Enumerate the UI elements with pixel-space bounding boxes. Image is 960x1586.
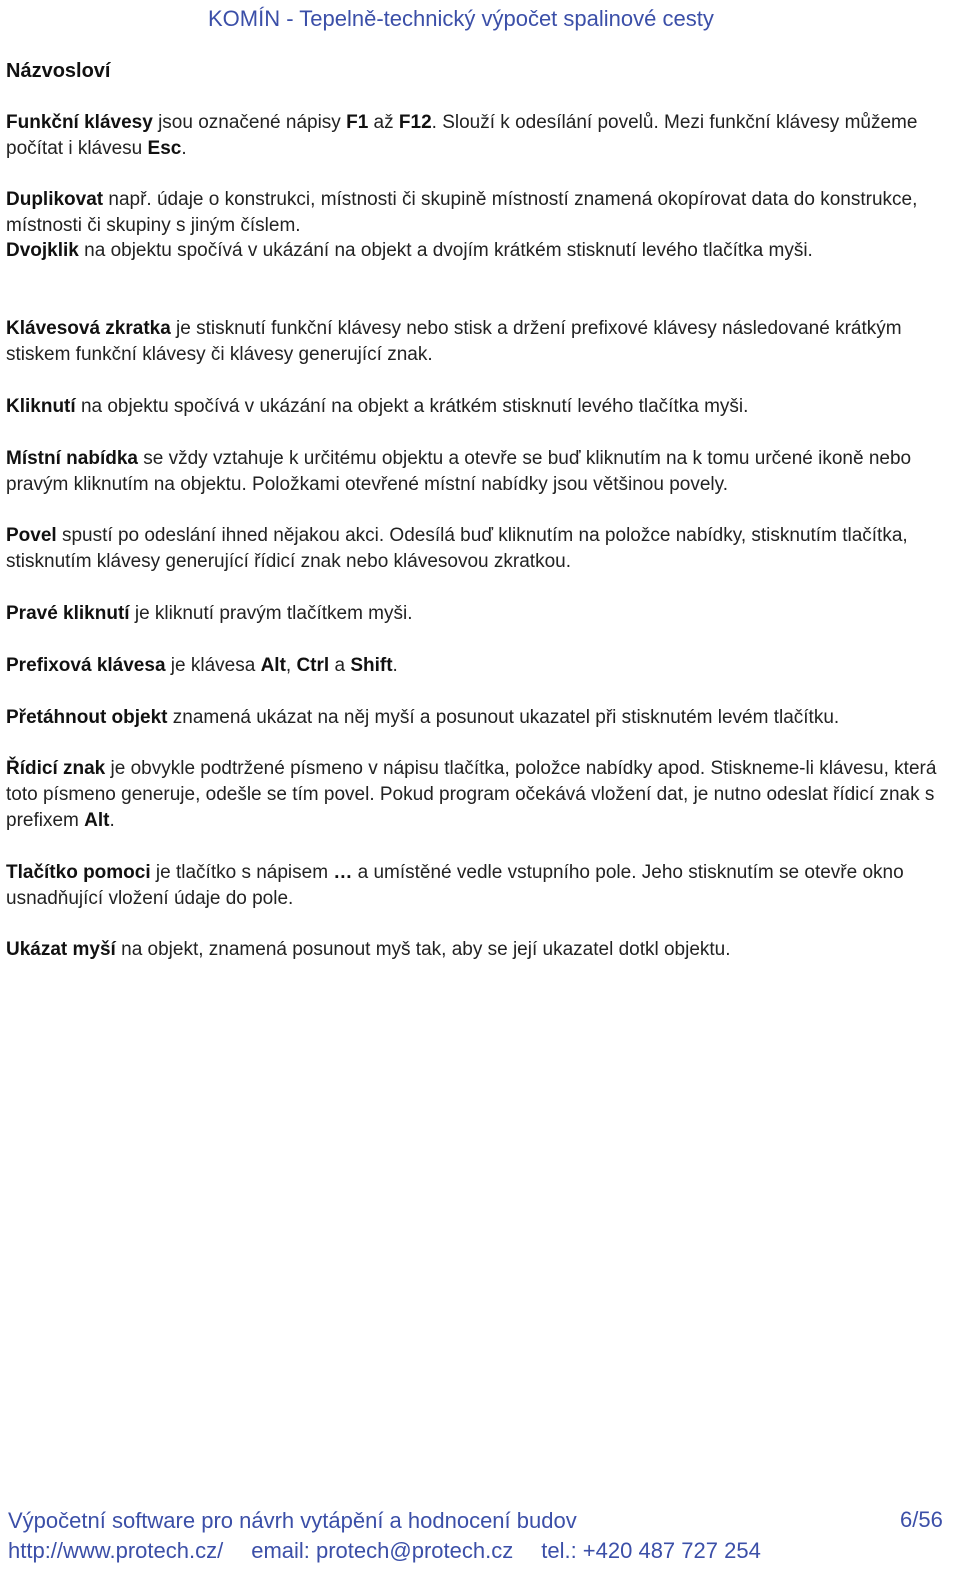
definition-term: Místní nabídka — [6, 448, 138, 469]
definition-pretahnout-objekt: Přetáhnout objekt znamená ukázat na něj myší a posunout ukazatel při stisknutém levém tlačítku. — [6, 707, 840, 728]
definition-mistni-nabidka: Místní nabídka se vždy vztahuje k určitému objektu a otevře se buď kliknutím na k tomu určené ikoně nebo pravým kliknutím na objektu. Položkami otevřené místní nabídky jsou většinou povely. — [6, 448, 912, 495]
definition-tlacitko-pomoci: Tlačítko pomoci je tlačítko s nápisem … a umístěné vedle vstupního pole. Jeho stisknutím se otevře okno usnadňující vložení údaje do pole. — [6, 862, 904, 909]
definition-term: Pravé kliknutí — [6, 603, 130, 624]
definition-term: Funkční klávesy — [6, 112, 153, 133]
definition-povel: Povel spustí po odeslání ihned nějakou akci. Odesílá buď kliknutím na položce nabídky, stisknutím tlačítka, stisknutím klávesy generující řídicí znak nebo klávesovou zkratkou. — [6, 525, 908, 572]
definition-term: Povel — [6, 525, 57, 546]
definition-term: Řídicí znak — [6, 758, 106, 779]
section-title: Názvosloví — [6, 60, 111, 82]
definition-term: Přetáhnout objekt — [6, 707, 168, 728]
definition-duplikovat: Duplikovat např. údaje o konstrukci, místnosti či skupině místností znamená okopírovat data do konstrukce, místnosti či skupiny s jiným číslem. — [6, 189, 918, 236]
definition-prefixova-klavesa: Prefixová klávesa je klávesa Alt, Ctrl a Shift. — [6, 655, 398, 676]
definition-ridici-znak: Řídicí znak je obvykle podtržené písmeno v nápisu tlačítka, položce nabídky apod. Stiskneme-li klávesu, která toto písmeno generuje, odešle se tím povel. Pokud program očekává vložení dat, je nutno odeslat řídicí znak s prefixem Alt. — [6, 758, 937, 831]
definition-klavesova-zkratka: Klávesová zkratka je stisknutí funkční klávesy nebo stisk a držení prefixové klávesy následované krátkým stiskem funkční klávesy či klávesy generující znak. — [6, 318, 902, 365]
definition-term: Kliknutí — [6, 396, 76, 417]
definition-kliknuti: Kliknutí na objektu spočívá v ukázání na objekt a krátkém stisknutí levého tlačítka myši. — [6, 396, 749, 417]
definition-term: Tlačítko pomoci — [6, 862, 151, 883]
definition-term: Duplikovat — [6, 189, 104, 210]
definition-ukazat-mysi: Ukázat myší na objekt, znamená posunout myš tak, aby se její ukazatel dotkl objektu. — [6, 939, 731, 960]
document-header-title: KOMÍN - Tepelně-technický výpočet spalinové cesty — [208, 6, 714, 31]
definition-term: Dvojklik — [6, 240, 79, 261]
footer-url-link[interactable]: http://www.protech.cz/ — [8, 1538, 224, 1563]
definition-funkcni-klavesy: Funkční klávesy jsou označené nápisy F1 až F12. Slouží k odesílání povelů. Mezi funkční klávesy můžeme počítat i klávesu Esc. — [6, 112, 918, 159]
definition-dvojklik: Dvojklik na objektu spočívá v ukázání na objekt a dvojím krátkém stisknutí levého tlačítka myši. — [6, 240, 813, 261]
definition-term: Klávesová zkratka — [6, 318, 171, 339]
footer-software-title: Výpočetní software pro návrh vytápění a hodnocení budov — [8, 1508, 577, 1533]
footer-contacts — [8, 1538, 761, 1564]
definition-term: Prefixová klávesa — [6, 655, 166, 676]
footer-email-link[interactable]: email: protech@protech.cz — [251, 1538, 514, 1563]
footer-phone: tel.: +420 487 727 254 — [541, 1538, 761, 1563]
definition-prave-kliknuti: Pravé kliknutí je kliknutí pravým tlačítkem myši. — [6, 603, 413, 624]
definition-term: Ukázat myší — [6, 939, 116, 960]
page-number: 6/56 — [900, 1507, 943, 1532]
